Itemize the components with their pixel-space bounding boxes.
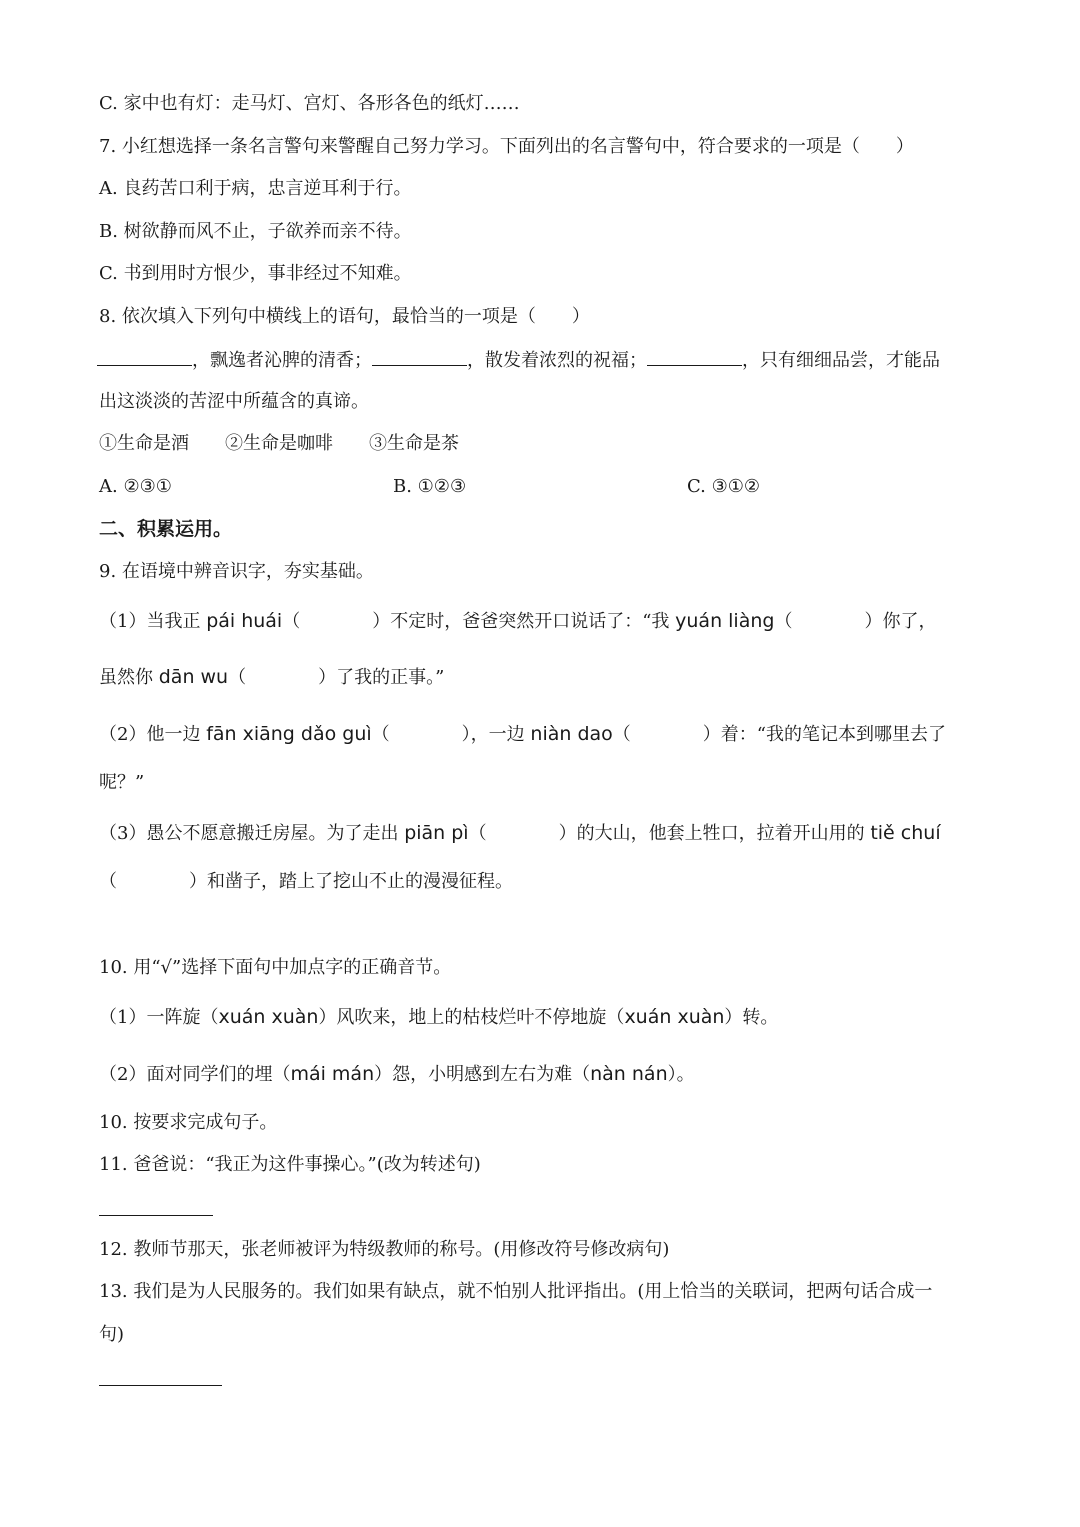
pinyin-choice[interactable]: xuán xuàn [218,1006,319,1028]
q9-text: （3）愚公不愿意搬迁房屋。为了走出 [99,823,405,844]
q8-option-c: C. ③①② [687,476,760,497]
q8-text: ，只有细细品尝，才能品 [742,350,940,371]
q10-stem: 10. 用“√”选择下面句中加点字的正确音节。 [99,957,452,978]
pinyin-choice[interactable]: xuán xuàn [624,1006,725,1028]
q13-stem: 13. 我们是为人民服务的。我们如果有缺点，就不怕别人批评指出。(用上恰当的关联词，把两句话合成一 [99,1281,933,1302]
q11-stem: 11. 爸爸说：“我正为这件事操心。”(改为转述句) [99,1154,481,1175]
q9-item-2-line2: 呢？” [99,772,145,793]
q8-text: ，散发着浓烈的祝福； [467,350,647,371]
q9-item-3-line2: （ ）和凿子，踏上了挖山不止的漫漫征程。 [99,871,513,892]
q7-option-b: B. 树欲静而风不止，子欲养而亲不待。 [99,221,412,242]
q9-text: （ ）不定时，爸爸突然开口说话了：“我 [282,611,676,632]
pinyin-choice[interactable]: nàn nán [590,1063,668,1085]
answer-line[interactable] [99,1215,213,1216]
q9-text: （ ）了我的正事。” [228,667,445,688]
pinyin: yuán liàng [675,610,775,632]
q9-text: 虽然你 [99,667,159,688]
q9-text: （2）他一边 [99,724,207,745]
pinyin: dān wu [158,666,229,688]
pinyin-choice[interactable]: mái mán [290,1063,375,1085]
q8-sentence-line2: 出这淡淡的苦涩中所蕴含的真谛。 [99,391,369,412]
q7-option-a: A. 良药苦口利于病，忠言逆耳利于行。 [99,178,412,199]
q10-text: ）转。 [724,1007,779,1028]
answer-blank[interactable] [372,347,467,366]
pinyin: pái huái [206,610,283,632]
q8-choices: ①生命是酒 ②生命是咖啡 ③生命是茶 [99,433,459,454]
pinyin: niàn dao [530,723,613,745]
answer-line[interactable] [99,1385,222,1386]
q13-stem-cont: 句) [99,1324,125,1345]
q9-stem: 9. 在语境中辨音识字，夯实基础。 [99,561,374,582]
q8-stem: 8. 依次填入下列句中横线上的语句，最恰当的一项是（ ） [99,306,590,327]
q8-option-b: B. ①②③ [393,476,467,497]
q9-item-2-line1 [99,722,946,747]
q9-item-1-line2 [99,665,444,690]
answer-blank[interactable] [647,347,742,366]
q10-text: ）。 [667,1064,695,1085]
q10b-stem: 10. 按要求完成句子。 [99,1112,278,1133]
q7-option-c: C. 书到用时方恨少，事非经过不知难。 [99,263,412,284]
pinyin: tiě chuí [870,822,941,844]
section-heading: 二、积累运用。 [99,518,233,540]
q10-item-1 [99,1005,778,1030]
q6-option-c: C. 家中也有灯：走马灯、宫灯、各形各色的纸灯…… [99,93,520,114]
q9-text: （1）当我正 [99,611,207,632]
q9-item-1-line1 [99,609,936,634]
q12-stem: 12. 教师节那天，张老师被评为特级教师的称号。(用修改符号修改病句) [99,1239,670,1260]
q8-text: ，飘逸者沁脾的清香； [192,350,372,371]
q9-text: （ ）你了， [774,611,937,632]
q10-item-2 [99,1062,695,1087]
q8-sentence-line1 [97,347,940,373]
q10-text: （2）面对同学们的埋（ [99,1064,291,1085]
pinyin: piān pì [404,822,469,844]
q9-item-3-line1 [99,821,941,846]
pinyin: fān xiāng dǎo guì [206,723,372,745]
q10-text: （1）一阵旋（ [99,1007,219,1028]
q9-text: （ ）着：“我的笔记本到哪里去了 [612,724,946,745]
q10-text: ）怨，小明感到左右为难（ [374,1064,591,1085]
answer-blank[interactable] [97,347,192,366]
q7-stem: 7. 小红想选择一条名言警句来警醒自己努力学习。下面列出的名言警句中，符合要求的一项是（ ） [99,136,914,157]
q9-text: （ ）的大山，他套上牲口，拉着开山用的 [468,823,871,844]
q8-option-a: A. ②③① [99,476,172,497]
q9-text: （ ），一边 [371,724,531,745]
q10-text: ）风吹来，地上的枯枝烂叶不停地旋（ [318,1007,625,1028]
